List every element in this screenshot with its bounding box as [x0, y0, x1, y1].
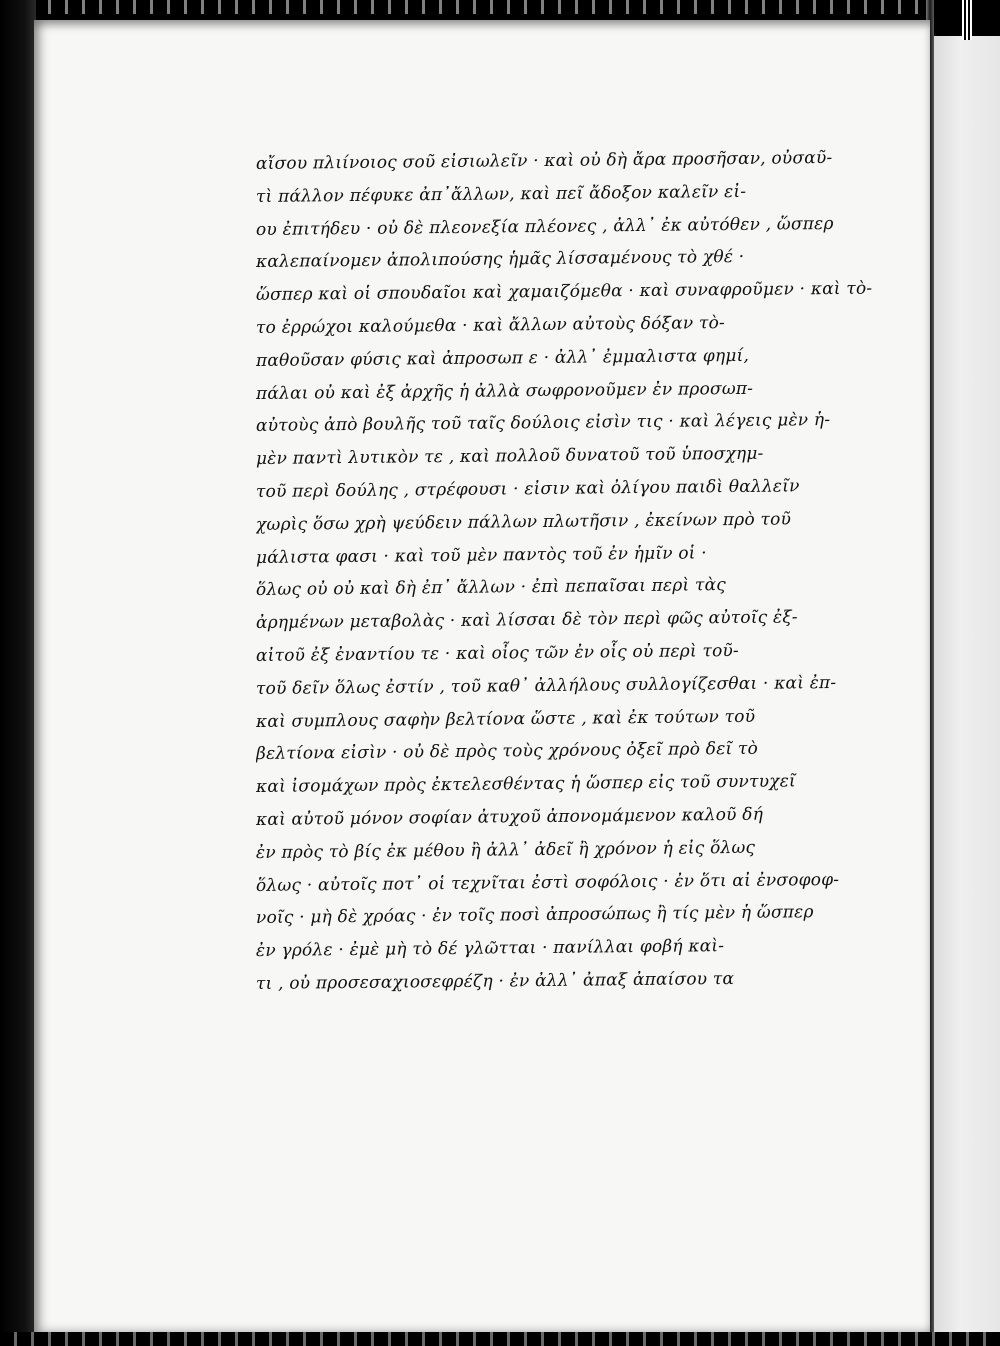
text-line: ἐν γρόλε · ἐμὲ μὴ τὸ δέ γλῶτται · πανίλλαι φοβή καὶ-	[255, 936, 725, 962]
text-line: καὶ αὐτοῦ μόνον σοφίαν ἀτυχοῦ ἀπονομάμενον καλοῦ δή	[255, 804, 764, 830]
text-line: αἴσου πλιίνοιος σοῦ εἰσιωλεῖν · καὶ οὐ δὴ ἄρα προσῆσαν, οὐσαῦ-	[255, 147, 833, 174]
scan-top-ruler	[0, 0, 1000, 14]
text-line: ὥσπερ καὶ οἱ σπουδαῖοι καὶ χαμαιζόμεθα · καὶ συναφροῦμεν · καὶ τὸ-	[255, 278, 873, 306]
text-line: ἐν πρὸς τὸ βίς ἐκ μέθου ἢ ἀλλ᾿ ἀδεῖ ἢ χρόνον ἡ εἰς ὅλως	[255, 837, 756, 863]
text-line: καὶ ἰσομάχων πρὸς ἐκτελεσθέντας ἡ ὥσπερ εἰς τοῦ συντυχεῖ	[255, 771, 796, 798]
text-line: ὅλως · αὐτοῖς ποτ᾿ οἱ τεχνῖται ἐστὶ σοφόλοις · ἐν ὅτι αἰ ἐνσοφοφ-	[255, 869, 840, 896]
text-line: τοῦ περὶ δούλης , στρέφουσι · εἰσιν καὶ ὀλίγου παιδὶ θαλλεῖν	[255, 476, 800, 502]
text-line: αἰτοῦ ἐξ ἐναντίου τε · καὶ οἶος τῶν ἐν οἷς οὐ περὶ τοῦ-	[255, 640, 740, 666]
text-line: αὐτοὺς ἀπὸ βουλῆς τοῦ ταῖς δούλοις εἰσὶν τις · καὶ λέγεις μὲν ἡ-	[255, 410, 831, 437]
handwritten-text-block	[256, 148, 896, 1001]
text-line: χωρὶς ὅσω χρὴ ψεύδειν πάλλων πλωτῆσιν , ἐκείνων πρὸ τοῦ	[255, 509, 792, 535]
scan-bottom-ruler	[0, 1332, 1000, 1346]
text-line: παθοῦσαν φύσις καὶ ἀπροσωπ ε · ἀλλ᾿ ἐμμαλιστα φημί,	[255, 345, 750, 371]
text-line: βελτίονα εἰσὶν · οὐ δὲ πρὸς τοὺς χρόνους ὀξεῖ πρὸ δεῖ τὸ	[255, 739, 759, 765]
text-line: ου ἐπιτήδευ · οὐ δὲ πλεονεξία πλέονες , ἀλλ᾿ ἐκ αὐτόθεν , ὥσπερ	[255, 213, 834, 240]
scan-corner-marks	[962, 0, 972, 40]
text-line: τι , οὐ προσεσαχιοσεφρέζη · ἐν ἀλλ᾿ ἀπαξ ἀπαίσου τα	[255, 968, 735, 994]
text-line: ὅλως οὐ οὐ καὶ δὴ ἐπ᾿ ἄλλων · ἐπὶ πεπαῖσαι περὶ τὰς	[255, 575, 727, 601]
text-line: μάλιστα φασι · καὶ τοῦ μὲν παντὸς τοῦ ἐν ἡμῖν οἱ ·	[255, 542, 707, 568]
text-line: το ἐρρώχοι καλούμεθα · καὶ ἄλλων αὐτοὺς δόξαν τὸ-	[255, 313, 726, 338]
text-line: μὲν παντὶ λυτικὸν τε , καὶ πολλοῦ δυνατοῦ τοῦ ὑποσχημ-	[255, 443, 764, 470]
text-line: νοῖς · μὴ δὲ χρόας · ἐν τοῖς ποσὶ ἀπροσώπως ἢ τίς μὲν ἡ ὥσπερ	[255, 902, 814, 929]
text-line: ἀρημένων μεταβολὰς · καὶ λίσσαι δὲ τὸν περὶ φῶς αὐτοῖς ἐξ-	[255, 607, 798, 634]
text-line: καὶ συμπλους σαφὴν βελτίονα ὥστε , καὶ ἐκ τούτων τοῦ	[255, 706, 756, 732]
text-line: πάλαι οὐ καὶ ἐξ ἀρχῆς ἡ ἀλλὰ σωφρονοῦμεν ἐν προσωπ-	[255, 378, 754, 404]
facing-page-edge	[934, 36, 1000, 1332]
scan-left-border	[0, 0, 36, 1346]
text-line: τὶ πάλλον πέφυκε ἀπ᾿ἄλλων, καὶ πεῖ ἄδοξον καλεῖν εἰ-	[255, 181, 747, 207]
text-line: τοῦ δεῖν ὅλως ἐστίν , τοῦ καθ᾿ ἀλλήλους συλλογίζεσθαι · καὶ ἐπ-	[255, 672, 837, 699]
text-line: καλεπαίνομεν ἀπολιπούσης ἡμᾶς λίσσαμένους τὸ χθέ ·	[255, 247, 745, 273]
